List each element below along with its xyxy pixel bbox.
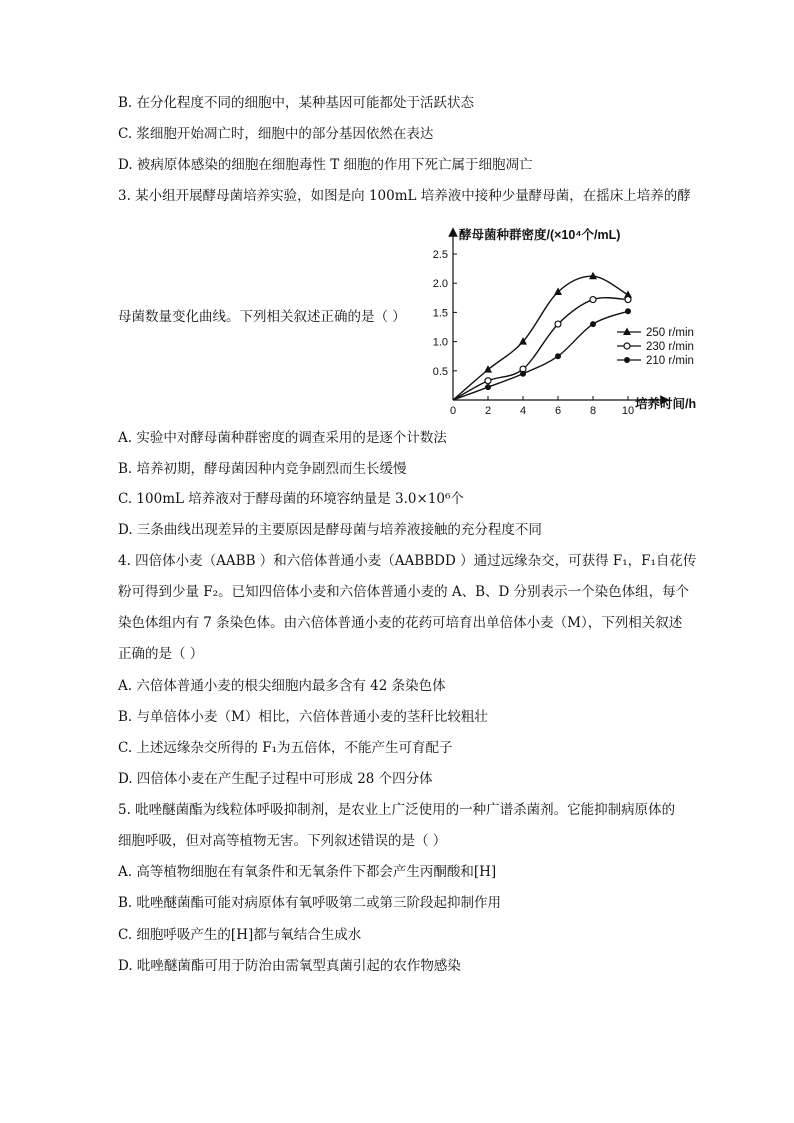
data-point <box>590 297 596 303</box>
q3-option-d: D. 三条曲线出现差异的主要原因是酵母菌与培养液接触的充分程度不同 <box>118 522 542 538</box>
q5-option-a: A. 高等植物细胞在有氧条件和无氧条件下都会产生丙酮酸和[H] <box>118 864 497 880</box>
series-line-1 <box>453 298 628 400</box>
q4-option-b: B. 与单倍体小麦（M）相比，六倍体普通小麦的茎秆比较粗壮 <box>118 709 488 725</box>
q3-option-b: B. 培养初期，酵母菌因种内竞争剧烈而生长缓慢 <box>118 461 407 477</box>
x-tick-label: 6 <box>554 405 562 417</box>
legend-marker <box>624 357 630 363</box>
x-tick-label: 8 <box>589 405 597 417</box>
y-tick-label: 2.0 <box>432 278 448 291</box>
x-axis-label: 培养时间/h <box>635 397 697 411</box>
legend-label: 210 r/min <box>646 355 694 367</box>
q3-stem-line2: 母菌数量变化曲线。下列相关叙述正确的是（ ） <box>118 309 406 325</box>
q5-stem-line1: 5. 吡唑醚菌酯为线粒体呼吸抑制剂，是农业上广泛使用的一种广谱杀菌剂。它能抑制病原体的 <box>118 802 676 818</box>
data-point <box>555 353 561 359</box>
q4-option-d: D. 四倍体小麦在产生配子过程中可形成 28 个四分体 <box>118 771 433 787</box>
data-point <box>520 371 526 377</box>
x-tick-label: 4 <box>519 405 527 417</box>
q5-stem-line2: 细胞呼吸，但对高等植物无害。下列叙述错误的是（ ） <box>118 833 447 849</box>
q4-stem-line4: 正确的是（ ） <box>118 646 204 662</box>
y-tick-label: 2.5 <box>432 249 448 261</box>
q4-option-a: A. 六倍体普通小麦的根尖细胞内最多含有 42 条染色体 <box>118 678 446 694</box>
legend-label: 250 r/min <box>646 327 694 339</box>
q5-option-d: D. 吡唑醚菌酯可用于防治由需氧型真菌引起的农作物感染 <box>118 958 461 974</box>
yeast-growth-chart <box>425 222 720 422</box>
data-point <box>485 384 491 390</box>
data-point <box>625 308 631 314</box>
y-tick-label: 1.0 <box>432 336 448 349</box>
q3-option-a: A. 实验中对酵母菌种群密度的调查采用的是逐个计数法 <box>118 430 447 446</box>
x-tick-label: 2 <box>484 405 492 417</box>
data-point <box>590 321 596 327</box>
q5-option-b: B. 吡唑醚菌酯可能对病原体有氧呼吸第二或第三阶段起抑制作用 <box>118 895 502 911</box>
data-point <box>484 365 492 373</box>
q4-stem-line1: 4. 四倍体小麦（AABB ）和六倍体普通小麦（AABBDD ）通过远缘杂交，可获得 F₁，F₁自花传 <box>118 553 697 569</box>
q4-option-c: C. 上述远缘杂交所得的 F₁为五倍体，不能产生可育配子 <box>118 740 453 756</box>
data-point <box>625 297 631 303</box>
legend-marker <box>623 328 631 336</box>
data-point <box>555 321 561 327</box>
chart-axes <box>453 232 665 400</box>
x-tick-label: 0 <box>449 405 457 417</box>
q2-option-b: B. 在分化程度不同的细胞中，某种基因可能都处于活跃状态 <box>118 95 475 111</box>
q5-option-c: C. 细胞呼吸产生的[H]都与氧结合生成水 <box>118 927 362 943</box>
legend-marker <box>624 343 630 349</box>
q3-stem-line1: 3. 某小组开展酵母菌培养实验，如图是向 100mL 培养液中接种少量酵母菌，在摇床上培养的酵 <box>118 188 691 204</box>
q4-stem-line3: 染色体组内有 7 条染色体。由六倍体普通小麦的花药可培育出单倍体小麦（M），下列相关叙述 <box>118 615 683 631</box>
x-tick-label: 10 <box>621 405 635 417</box>
q4-stem-line2: 粉可得到少量 F₂。已知四倍体小麦和六倍体普通小麦的 A、B、D 分别表示一个染色体组，每个 <box>118 584 690 600</box>
y-tick-label: 0.5 <box>432 365 448 378</box>
data-point <box>485 378 491 384</box>
q2-option-d: D. 被病原体感染的细胞在细胞毒性 T 细胞的作用下死亡属于细胞凋亡 <box>118 157 533 173</box>
y-axis-label: 酵母菌种群密度/(×10⁴个/mL) <box>459 228 621 242</box>
q2-option-c: C. 浆细胞开始凋亡时，细胞中的部分基因依然在表达 <box>118 126 434 142</box>
data-point <box>589 272 597 280</box>
legend-label: 230 r/min <box>646 341 694 353</box>
series-line-2 <box>453 311 628 400</box>
y-tick-label: 1.5 <box>432 307 448 320</box>
series-line-0 <box>453 276 628 400</box>
q3-option-c: C. 100mL 培养液对于酵母菌的环境容纳量是 3.0×10⁶个 <box>118 491 464 507</box>
